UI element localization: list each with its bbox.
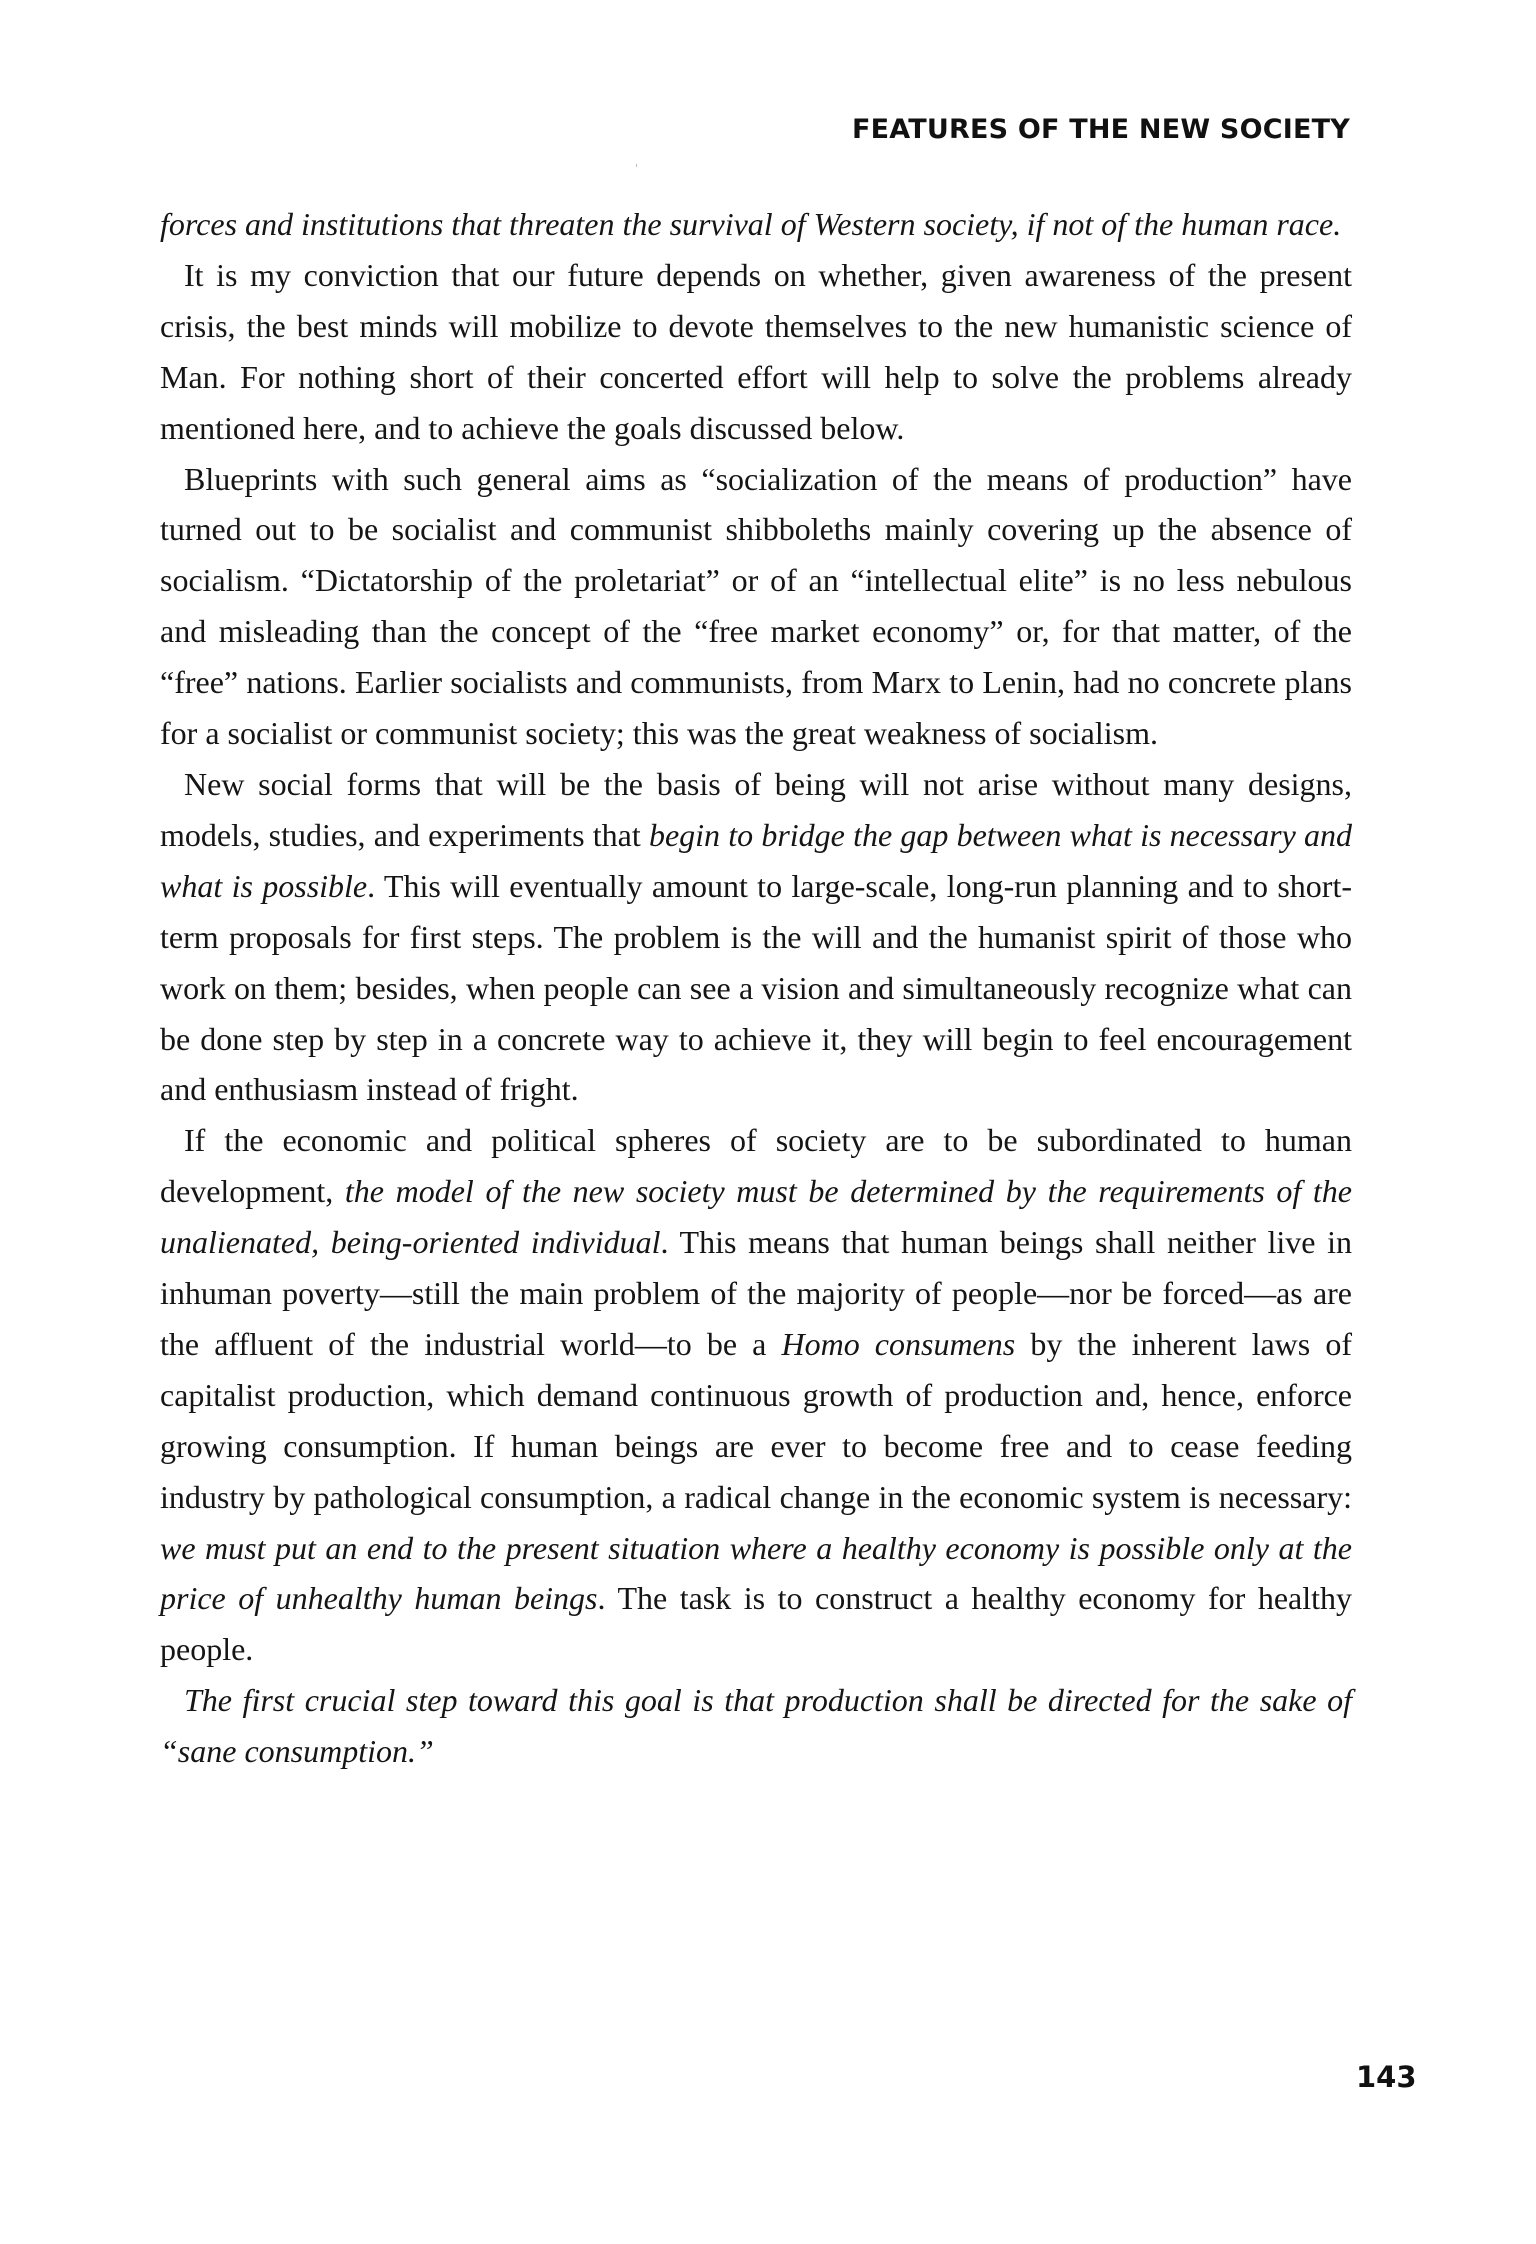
paragraph <box>160 759 1352 1115</box>
emphasized-text: forces and institutions that threaten the survival of Western society, if not of the human race. <box>160 206 1342 242</box>
body-text <box>160 199 1352 1777</box>
text-run: by the inherent laws of capitalist production, which demand continuous growth of production and, hence, enforce growing consumption. If human beings are ever to become free and to cease feeding industry by pathological consumption, a radical change in the economic system is necessary: <box>160 1325 1353 1515</box>
text-run: New social forms that will be the basis of being will not arise without many designs, models, studies, and experiments that <box>160 765 1352 853</box>
emphasized-text: begin to bridge the gap between what is necessary and what is possible <box>160 816 1353 904</box>
paragraph <box>160 1115 1352 1675</box>
paragraph <box>160 199 1352 250</box>
text-run: . The task is to construct a healthy economy for healthy people. <box>160 1580 1353 1668</box>
text-run: . This means that human beings shall neither live in inhuman poverty—still the main problem of the majority of people—nor be forced—as are the affluent of the industrial world—to be a <box>160 1224 1353 1362</box>
emphasized-text: the model of the new society must be determined by the requirements of the unalienated, being-oriented individual <box>160 1173 1353 1261</box>
paragraph <box>160 1675 1352 1777</box>
page-number: 143 <box>1356 2060 1417 2094</box>
paragraph <box>160 454 1352 759</box>
emphasized-text: The first crucial step toward this goal is that production shall be directed for the sake of “sane consumption.” <box>160 1682 1352 1770</box>
emphasized-text: we must put an end to the present situation where a healthy economy is possible only at the price of unhealthy human beings <box>160 1529 1352 1617</box>
text-run: Blueprints with such general aims as “socialization of the means of production” have turned out to be socialist and communist shibboleths mainly covering up the absence of socialism. “Dictatorship of the proletariat” or of an “intellectual elite” is no less nebulous and misleading than the concept of the “free market economy” or, for that matter, of the “free” nations. Earlier socialists and communists, from Marx to Lenin, had no concrete plans for a socialist or communist society; this was the great weakness of socialism. <box>160 460 1352 752</box>
scan-speck <box>636 164 637 167</box>
emphasized-text: Homo consumens <box>781 1325 1016 1362</box>
running-head: FEATURES OF THE NEW SOCIETY <box>851 114 1350 145</box>
paragraph <box>160 250 1352 454</box>
text-run: If the economic and political spheres of society are to be subordinated to human development, <box>160 1122 1352 1210</box>
text-run: . This will eventually amount to large-scale, long-run planning and to short-term proposals for first steps. The problem is the will and the humanist spirit of those who work on them; besides, when people can see a vision and simultaneously recognize what can be done step by step in a concrete way to achieve it, they will begin to feel encouragement and enthusiasm instead of fright. <box>160 867 1353 1108</box>
text-run: It is my conviction that our future depends on whether, given awareness of the present crisis, the best minds will mobilize to devote themselves to the new humanistic science of Man. For nothing short of their concerted effort will help to solve the problems already mentioned here, and to achieve the goals discussed below. <box>160 256 1352 446</box>
